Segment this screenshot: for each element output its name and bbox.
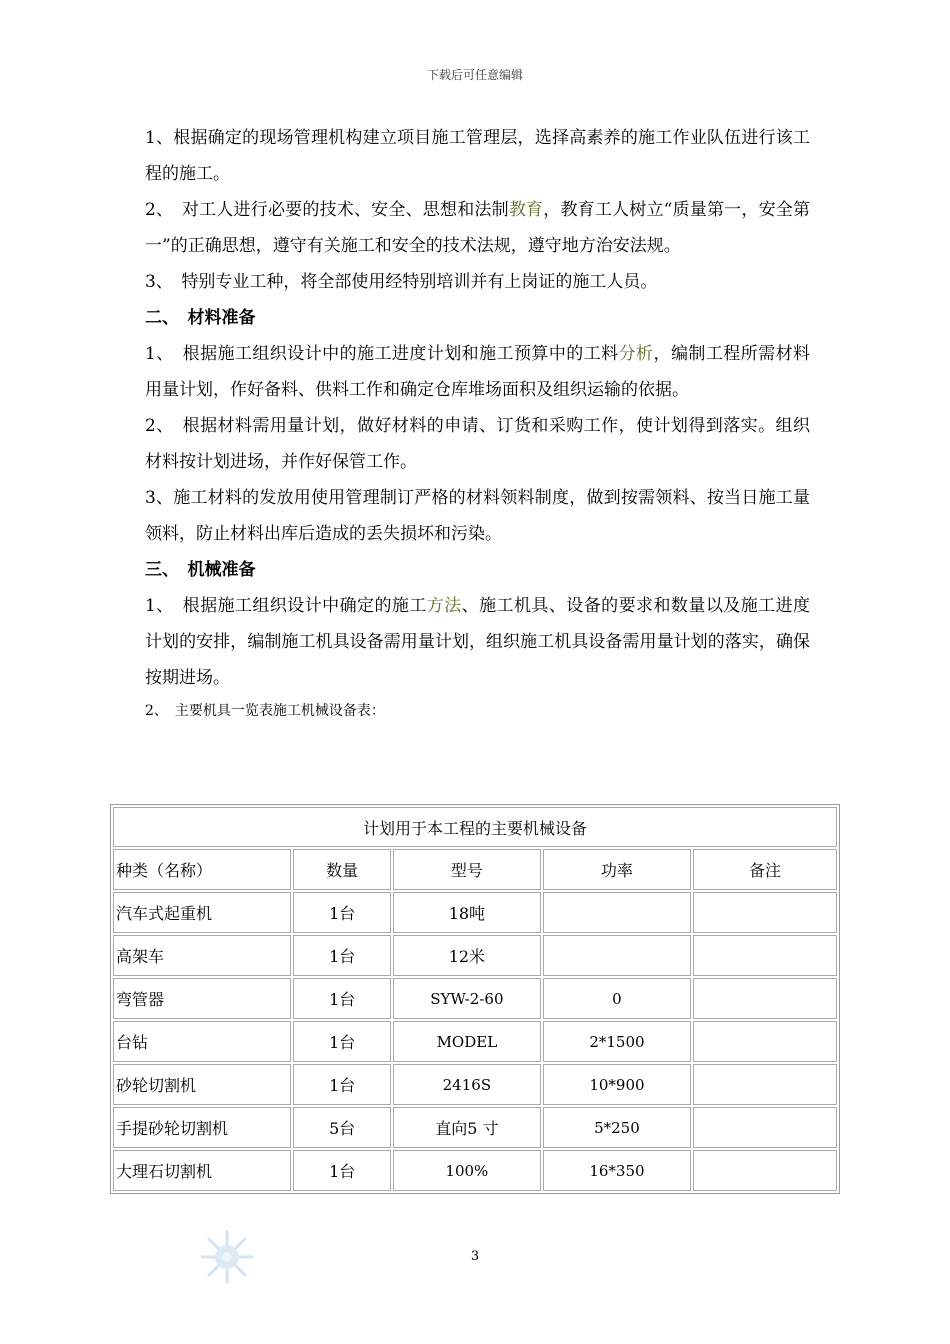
table-cell: 高架车 bbox=[113, 935, 291, 976]
table-row bbox=[113, 892, 837, 933]
table-cell: 2416S bbox=[393, 1064, 541, 1105]
paragraph-2: 2、 对工人进行必要的技术、安全、思想和法制教育，教育工人树立“质量第一，安全第一”的正确思想，遵守有关施工和安全的技术法规，遵守地方治安法规。 bbox=[145, 200, 810, 256]
section-heading-machinery: 三、 机械准备 bbox=[145, 560, 256, 580]
table-cell bbox=[693, 1150, 837, 1191]
table-cell: 手提砂轮切割机 bbox=[113, 1107, 291, 1148]
header-cell: 备注 bbox=[693, 849, 837, 890]
paragraph-1: 1、根据确定的现场管理机构建立项目施工管理层，选择高素养的施工作业队伍进行该工程的施工。 bbox=[145, 128, 810, 184]
table-title-row bbox=[113, 807, 837, 847]
link-education[interactable]: 教育 bbox=[508, 200, 544, 220]
table-cell: 0 bbox=[543, 978, 691, 1019]
table-cell: 汽车式起重机 bbox=[113, 892, 291, 933]
section-heading-materials: 二、 材料准备 bbox=[145, 308, 256, 328]
header-cell: 型号 bbox=[393, 849, 541, 890]
table-cell: SYW-2-60 bbox=[393, 978, 541, 1019]
table-cell: 1台 bbox=[293, 935, 390, 976]
page-header: 下载后可任意编辑 bbox=[426, 68, 523, 82]
table-row bbox=[113, 1021, 837, 1062]
table-cell: 1台 bbox=[293, 1150, 390, 1191]
table-cell: 18吨 bbox=[393, 892, 541, 933]
table-cell: 台钻 bbox=[113, 1021, 291, 1062]
table-header-row bbox=[113, 849, 837, 890]
table-cell: 2*1500 bbox=[543, 1021, 691, 1062]
table-title: 计划用于本工程的主要机械设备 bbox=[113, 807, 837, 847]
table-row bbox=[113, 1150, 837, 1191]
table-cell bbox=[543, 935, 691, 976]
table-row bbox=[113, 978, 837, 1019]
page-number: 3 bbox=[470, 1249, 480, 1264]
table-cell bbox=[693, 1021, 837, 1062]
table-row bbox=[113, 935, 837, 976]
table-cell: 5台 bbox=[293, 1107, 390, 1148]
link-analysis[interactable]: 分析 bbox=[618, 344, 654, 364]
table-cell: MODEL bbox=[393, 1021, 541, 1062]
table-cell: 10*900 bbox=[543, 1064, 691, 1105]
paragraph-9: 1、 根据施工组织设计中确定的施工方法、施工机具、设备的要求和数量以及施工进度计划的安排，编制施工机具设备需用量计划，组织施工机具设备需用量计划的落实，确保按期进场。 bbox=[145, 596, 811, 688]
paragraph-6: 2、 根据材料需用量计划，做好材料的申请、订货和采购工作，使计划得到落实。组织材料按计划进场，并作好保管工作。 bbox=[145, 416, 810, 472]
table-cell: 16*350 bbox=[543, 1150, 691, 1191]
header-cell: 种类（名称） bbox=[113, 849, 291, 890]
table-cell bbox=[693, 892, 837, 933]
table-cell: 砂轮切割机 bbox=[113, 1064, 291, 1105]
body-text bbox=[145, 120, 810, 726]
paragraph-3: 3、 特别专业工种，将全部使用经特别培训并有上岗证的施工人员。 bbox=[145, 272, 658, 292]
table-cell: 大理石切割机 bbox=[113, 1150, 291, 1191]
table-cell bbox=[693, 935, 837, 976]
table-cell: 1台 bbox=[293, 892, 390, 933]
header-cell: 功率 bbox=[543, 849, 691, 890]
table-cell: 直向5 寸 bbox=[393, 1107, 541, 1148]
table-cell: 弯管器 bbox=[113, 978, 291, 1019]
paragraph-5: 1、 根据施工组织设计中的施工进度计划和施工预算中的工料分析，编制工程所需材料用量计划，作好备料、供料工作和确定仓库堆场面积及组织运输的依据。 bbox=[145, 344, 811, 400]
table-cell: 1台 bbox=[293, 1064, 390, 1105]
table-cell: 12米 bbox=[393, 935, 541, 976]
table-cell: 100% bbox=[393, 1150, 541, 1191]
table-cell bbox=[543, 892, 691, 933]
link-method[interactable]: 方法 bbox=[426, 596, 462, 616]
table-cell: 5*250 bbox=[543, 1107, 691, 1148]
table-row bbox=[113, 1107, 837, 1148]
header-cell: 数量 bbox=[293, 849, 390, 890]
table-cell: 1台 bbox=[293, 978, 390, 1019]
paragraph-7: 3、施工材料的发放用使用管理制订严格的材料领料制度，做到按需领料、按当日施工量领料，防止材料出库后造成的丢失损坏和污染。 bbox=[145, 488, 810, 544]
table-row bbox=[113, 1064, 837, 1105]
table-cell bbox=[693, 1107, 837, 1148]
paragraph-10: 2、 主要机具一览表施工机械设备表： bbox=[145, 703, 385, 719]
table-cell bbox=[693, 1064, 837, 1105]
equipment-table bbox=[110, 804, 840, 1194]
table-cell bbox=[693, 978, 837, 1019]
table-cell: 1台 bbox=[293, 1021, 390, 1062]
